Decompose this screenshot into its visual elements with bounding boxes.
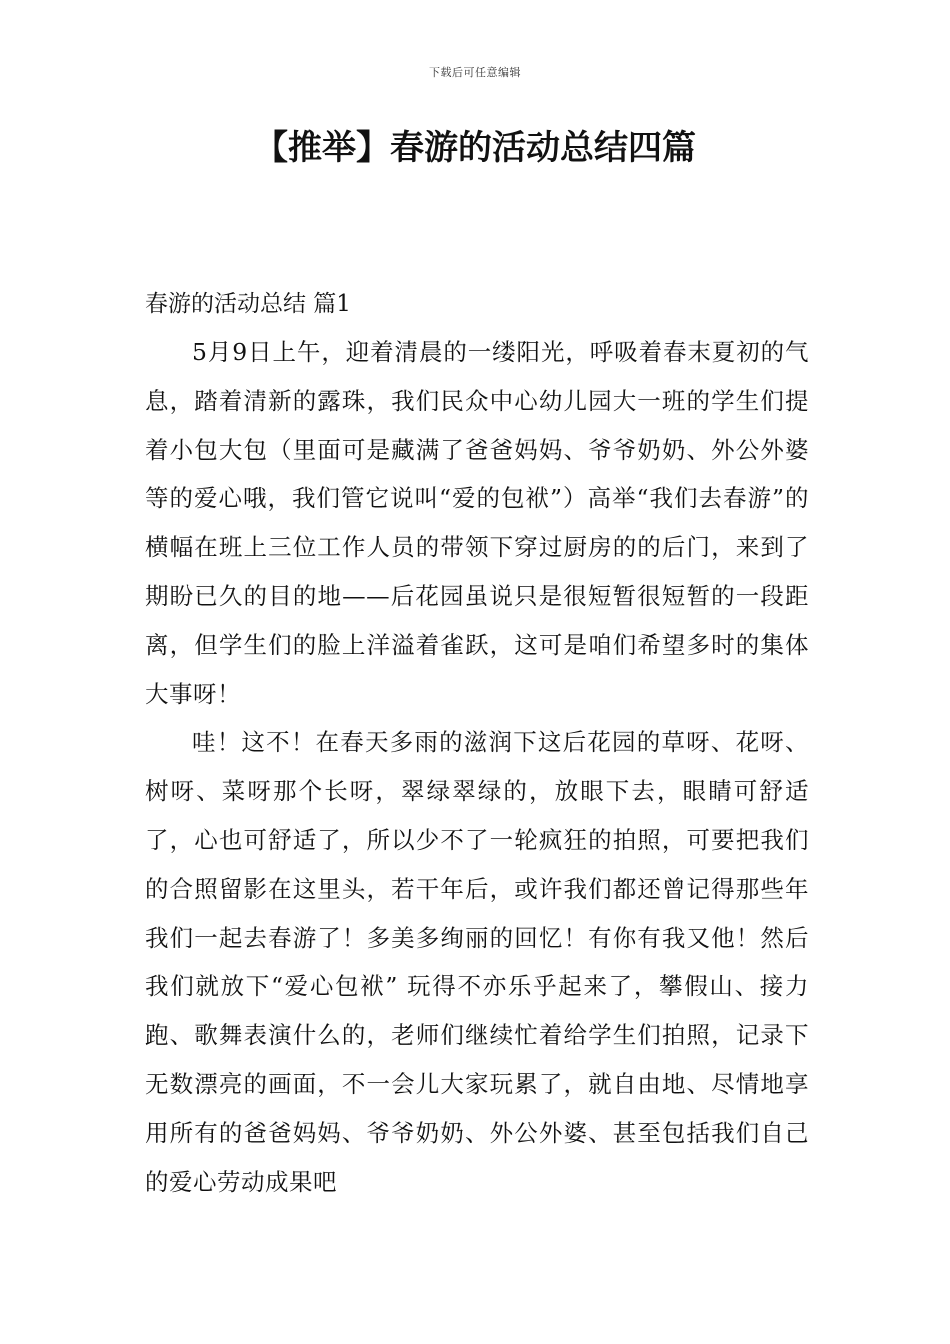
section-heading: 春游的活动总结 篇1 xyxy=(145,291,351,317)
body-text xyxy=(145,328,809,1206)
document-title: 【推举】春游的活动总结四篇 xyxy=(254,128,696,168)
paragraph: 哇！这不！在春天多雨的滋润下这后花园的草呀、花呀、树呀、菜呀那个长呀，翠绿翠绿的，放眼下去，眼睛可舒适了，心也可舒适了，所以少不了一轮疯狂的拍照，可要把我们的合照留影在这里头，若干年后，或许我们都还曾记得那些年我们一起去春游了！多美多绚丽的回忆！有你有我又他！然后我们就放下“爱心包袱” 玩得不亦乐乎起来了，攀假山、接力跑、歌舞表演什么的，老师们继续忙着给学生们拍照，记录下无数漂亮的画面，不一会儿大家玩累了，就自由地、尽情地享用所有的爸爸妈妈、爷爷奶奶、外公外婆、甚至包括我们自己的爱心劳动成果吧 xyxy=(145,728,809,1196)
header-note: 下载后可任意编辑 xyxy=(429,66,521,79)
paragraph: 5月9日上午，迎着清晨的一缕阳光，呼吸着春末夏初的气息，踏着清新的露珠，我们民众中心幼儿园大一班的学生们提着小包大包（里面可是藏满了爸爸妈妈、爷爷奶奶、外公外婆等的爱心哦，我们管它说叫“爱的包袱”）高举“我们去春游”的横幅在班上三位工作人员的带领下穿过厨房的的后门，来到了期盼已久的目的地——后花园虽说只是很短暂很短暂的一段距离，但学生们的脸上洋溢着雀跃，这可是咱们希望多时的集体大事呀！ xyxy=(145,338,809,708)
